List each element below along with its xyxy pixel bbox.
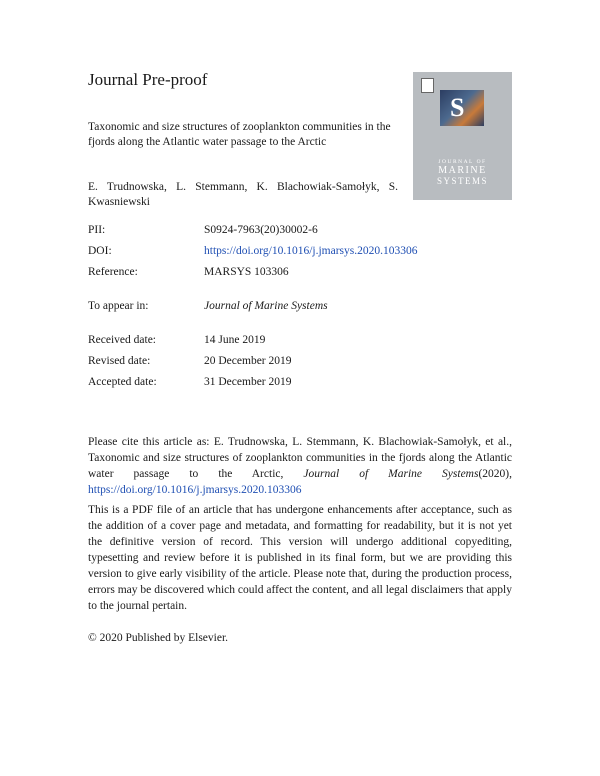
received-value: 14 June 2019 <box>204 334 266 346</box>
cover-artwork <box>440 90 484 126</box>
cover-title-line2: MARINE <box>438 165 487 176</box>
journal-pre-proof-label: Journal Pre-proof <box>88 70 208 89</box>
cover-title-line3: SYSTEMS <box>436 176 488 186</box>
cover-s-mark-icon: S <box>450 93 465 122</box>
reference-label: Reference: <box>88 266 138 278</box>
pre-proof-notice: This is a PDF file of an article that has undergone enhancements after acceptance, such as the addition of a cover page and metadata, and formatting for readability, but it is not yet the definitive version of record. This version will undergo additional copyediting, typesetting and review before it is published in its final form, but we are providing this version to give early visibility of the article. Please note that, during the production process, errors may be discovered which could affect the content, and all legal disclaimers that apply to the journal pertain. <box>88 504 512 612</box>
pii-label: PII: <box>88 224 106 236</box>
appear-label: To appear in: <box>88 300 149 312</box>
journal-cover-image <box>413 72 512 200</box>
accepted-label: Accepted date: <box>88 376 157 388</box>
doi-link[interactable]: https://doi.org/10.1016/j.jmarsys.2020.103306 <box>204 245 418 257</box>
doi-label: DOI: <box>88 245 112 257</box>
citation-year: (2020), <box>478 468 513 480</box>
citation-journal: Journal of Marine Systems <box>303 468 479 480</box>
article-authors: E. Trudnowska, L. Stemmann, K. Blachowiak-Samołyk, S. Kwasniewski <box>88 181 398 208</box>
received-label: Received date: <box>88 334 157 346</box>
citation-doi-link[interactable]: https://doi.org/10.1016/j.jmarsys.2020.103306 <box>88 484 302 496</box>
pii-value: S0924-7963(20)30002-6 <box>204 224 318 236</box>
cover-title-line1: JOURNAL OF <box>438 159 487 165</box>
revised-label: Revised date: <box>88 355 151 367</box>
elsevier-logo-icon <box>421 78 434 93</box>
article-title: Taxonomic and size structures of zooplankton communities in the fjords along the Atlantic water passage to the Arctic <box>88 121 391 148</box>
citation-paragraph <box>88 434 512 498</box>
revised-value: 20 December 2019 <box>204 355 292 367</box>
citation-text: Please cite this article as: E. Trudnowska, L. Stemmann, K. Blachowiak-Samołyk, et al., Taxonomic and size structures of zooplankton communities in the fjords along the Atlantic water passage to the Arctic, <box>88 436 512 480</box>
accepted-value: 31 December 2019 <box>204 376 292 388</box>
reference-value: MARSYS 103306 <box>204 266 289 278</box>
copyright-notice: © 2020 Published by Elsevier. <box>88 632 229 644</box>
appear-value: Journal of Marine Systems <box>204 300 328 312</box>
